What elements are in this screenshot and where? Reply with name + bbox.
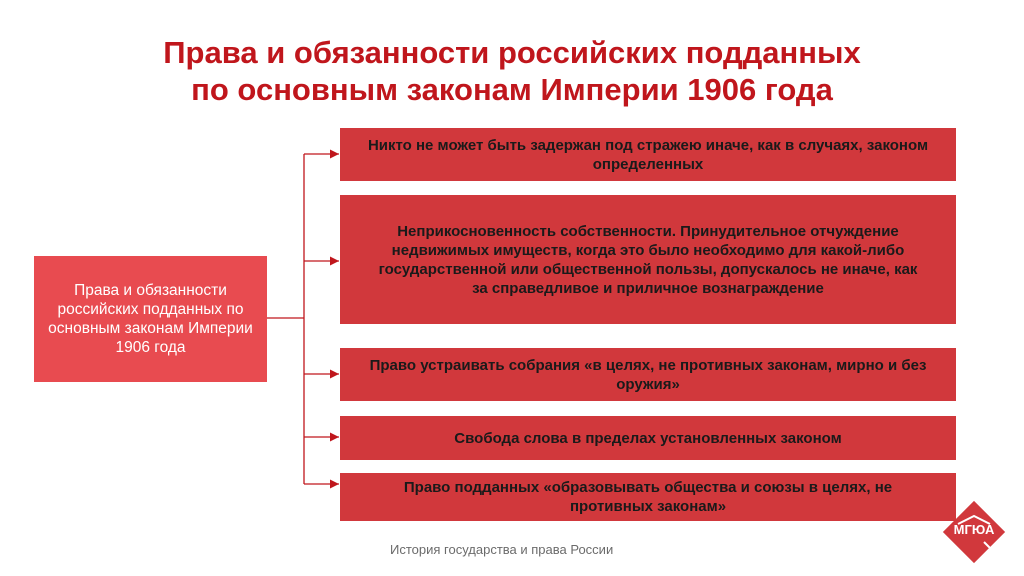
- page-title-line-1: Права и обязанности российских подданных: [163, 35, 861, 70]
- footer-caption: История государства и права России: [390, 542, 614, 557]
- rights-item-label: Неприкосновенность собственности. Принудительное отчуждение недвижимых имуществ, когда это было необходимо для какой-либо государственной или общественной пользы, допускалось не иначе, как за справедливое и приличное вознаграждение: [378, 222, 918, 297]
- rights-item-label: Право устраивать собрания «в целях, не противных законам, мирно и без оружия»: [369, 356, 927, 393]
- rights-item-label: Право подданных «образовывать общества и союзы в целях, не противных законам»: [403, 479, 893, 515]
- rights-item-detention: [340, 128, 956, 181]
- page-title-line-2: по основным законам Империи 1906 года: [191, 72, 833, 107]
- university-logo: [936, 494, 1012, 570]
- rights-item-label: Свобода слова в пределах установленных законом: [454, 429, 842, 447]
- root-node-label: Права и обязанности российских подданных по основным законам Империи 1906 года: [48, 282, 253, 356]
- rights-item-property: [340, 195, 956, 324]
- rights-item-assembly: [340, 348, 956, 401]
- rights-item-speech: [340, 416, 956, 460]
- rights-item-label: Никто не может быть задержан под стражею иначе, как в случаях, законом определенных: [367, 136, 929, 173]
- root-node: [34, 256, 267, 382]
- logo-text: МГЮА: [953, 522, 995, 537]
- rights-item-associations: [340, 473, 956, 521]
